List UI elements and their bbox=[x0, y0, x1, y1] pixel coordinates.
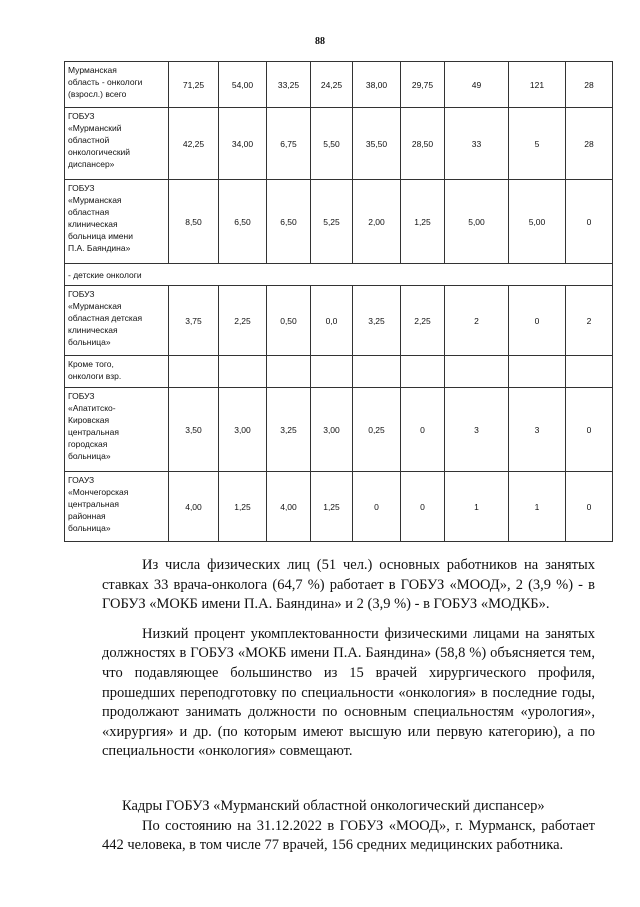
table-row bbox=[65, 356, 613, 388]
value-cell: 3,00 bbox=[311, 388, 353, 472]
organization-line: «Мурманская bbox=[68, 301, 122, 311]
value-cell: 42,25 bbox=[169, 108, 219, 180]
table-body bbox=[65, 62, 613, 542]
value-cell: 1 bbox=[445, 472, 509, 542]
value-cell: 0,25 bbox=[353, 388, 401, 472]
value-cell bbox=[219, 356, 267, 388]
organization-cell bbox=[65, 286, 169, 356]
value-cell bbox=[267, 356, 311, 388]
value-cell: 35,50 bbox=[353, 108, 401, 180]
value-cell bbox=[353, 356, 401, 388]
value-cell: 29,75 bbox=[401, 62, 445, 108]
organization-cell bbox=[65, 62, 169, 108]
value-cell bbox=[566, 356, 613, 388]
value-cell: 0,50 bbox=[267, 286, 311, 356]
organization-line: клиническая bbox=[68, 325, 118, 335]
organization-line: П.А. Баяндина» bbox=[68, 243, 131, 253]
paragraph: Из числа физических лиц (51 чел.) основных работников на занятых ставках 33 врача-онколога (64,7 %) работает в ГОБУЗ «МООД», 2 (3,9 %) - в ГОБУЗ «МОКБ имени П.А. Баяндина» и 2 (3,9 %) - в ГОБУЗ «МОДКБ». bbox=[102, 557, 595, 613]
value-cell: 4,00 bbox=[267, 472, 311, 542]
value-cell bbox=[509, 356, 566, 388]
value-cell: 33 bbox=[445, 108, 509, 180]
value-cell bbox=[445, 356, 509, 388]
value-cell: 0 bbox=[566, 388, 613, 472]
staffing-table bbox=[64, 61, 613, 542]
value-cell: 3 bbox=[445, 388, 509, 472]
table-section-row bbox=[65, 264, 613, 286]
organization-line: областная детская bbox=[68, 313, 143, 323]
organization-line: ГОБУЗ bbox=[68, 183, 95, 193]
value-cell: 5,00 bbox=[445, 180, 509, 264]
value-cell: 1,25 bbox=[401, 180, 445, 264]
value-cell: 28 bbox=[566, 108, 613, 180]
value-cell: 24,25 bbox=[311, 62, 353, 108]
organization-line: центральная bbox=[68, 499, 119, 509]
organization-line: (взросл.) всего bbox=[68, 89, 127, 99]
value-cell: 2 bbox=[445, 286, 509, 356]
value-cell: 2 bbox=[566, 286, 613, 356]
section-heading: Кадры ГОБУЗ «Мурманский областной онкологический диспансер» bbox=[122, 797, 545, 814]
value-cell: 6,75 bbox=[267, 108, 311, 180]
value-cell: 0 bbox=[401, 388, 445, 472]
value-cell: 3 bbox=[509, 388, 566, 472]
table-row bbox=[65, 286, 613, 356]
organization-line: Мурманская bbox=[68, 65, 117, 75]
value-cell: 0 bbox=[566, 180, 613, 264]
organization-line: диспансер» bbox=[68, 159, 115, 169]
organization-line: клиническая bbox=[68, 219, 118, 229]
value-cell: 71,25 bbox=[169, 62, 219, 108]
value-cell: 0 bbox=[566, 472, 613, 542]
value-cell: 121 bbox=[509, 62, 566, 108]
value-cell: 8,50 bbox=[169, 180, 219, 264]
value-cell bbox=[401, 356, 445, 388]
organization-line: «Мончегорская bbox=[68, 487, 129, 497]
organization-line: область - онкологи bbox=[68, 77, 143, 87]
organization-line: больница» bbox=[68, 523, 111, 533]
value-cell: 6,50 bbox=[219, 180, 267, 264]
value-cell: 3,25 bbox=[267, 388, 311, 472]
organization-line: онкологи взр. bbox=[68, 371, 122, 381]
organization-line: «Мурманский bbox=[68, 123, 122, 133]
value-cell bbox=[169, 356, 219, 388]
value-cell: 3,50 bbox=[169, 388, 219, 472]
value-cell: 6,50 bbox=[267, 180, 311, 264]
table-row bbox=[65, 62, 613, 108]
table-row bbox=[65, 180, 613, 264]
value-cell: 28,50 bbox=[401, 108, 445, 180]
value-cell: 5 bbox=[509, 108, 566, 180]
value-cell: 28 bbox=[566, 62, 613, 108]
value-cell: 38,00 bbox=[353, 62, 401, 108]
value-cell: 5,50 bbox=[311, 108, 353, 180]
organization-line: больница» bbox=[68, 337, 111, 347]
organization-line: Кировская bbox=[68, 415, 110, 425]
value-cell: 54,00 bbox=[219, 62, 267, 108]
organization-line: ГОБУЗ bbox=[68, 391, 95, 401]
value-cell: 5,00 bbox=[509, 180, 566, 264]
value-cell: 5,25 bbox=[311, 180, 353, 264]
organization-cell bbox=[65, 356, 169, 388]
organization-cell bbox=[65, 108, 169, 180]
value-cell: 33,25 bbox=[267, 62, 311, 108]
organization-line: ГОАУЗ bbox=[68, 475, 95, 485]
organization-cell bbox=[65, 388, 169, 472]
organization-line: областная bbox=[68, 207, 110, 217]
value-cell: 1 bbox=[509, 472, 566, 542]
organization-cell bbox=[65, 180, 169, 264]
value-cell: 3,00 bbox=[219, 388, 267, 472]
value-cell: 4,00 bbox=[169, 472, 219, 542]
organization-line: Кроме того, bbox=[68, 359, 114, 369]
paragraph: Низкий процент укомплектованности физическими лицами на занятых должностях в ГОБУЗ «МОКБ имени П.А. Баяндина» (58,8 %) объясняется тем, что подавляющее большинство из 15 врачей хирургического профиля, прошедших переподготовку по специальности «онкология» в последние годы, продолжают занимать должности по основным специальностям «урология», «хирургия» и др. (по которым имеют высшую или первую категорию), а по специальности «онкология» совмещают. bbox=[102, 625, 595, 760]
value-cell: 34,00 bbox=[219, 108, 267, 180]
organization-cell bbox=[65, 472, 169, 542]
organization-line: больница» bbox=[68, 451, 111, 461]
value-cell: 2,25 bbox=[401, 286, 445, 356]
value-cell: 3,25 bbox=[353, 286, 401, 356]
table-row bbox=[65, 108, 613, 180]
value-cell: 49 bbox=[445, 62, 509, 108]
paragraph: По состоянию на 31.12.2022 в ГОБУЗ «МООД», г. Мурманск, работает 442 человека, в том числе 77 врачей, 156 средних медицинских работника. bbox=[102, 817, 595, 854]
table-row bbox=[65, 472, 613, 542]
value-cell: 0,0 bbox=[311, 286, 353, 356]
table-row bbox=[65, 388, 613, 472]
value-cell: 0 bbox=[353, 472, 401, 542]
organization-line: «Апатитско- bbox=[68, 403, 116, 413]
organization-line: «Мурманская bbox=[68, 195, 122, 205]
value-cell: 2,25 bbox=[219, 286, 267, 356]
organization-line: онкологический bbox=[68, 147, 131, 157]
value-cell: 0 bbox=[401, 472, 445, 542]
value-cell bbox=[311, 356, 353, 388]
value-cell: 3,75 bbox=[169, 286, 219, 356]
organization-line: ГОБУЗ bbox=[68, 111, 95, 121]
organization-line: городская bbox=[68, 439, 108, 449]
page-number: 88 bbox=[315, 36, 325, 47]
value-cell: 2,00 bbox=[353, 180, 401, 264]
value-cell: 1,25 bbox=[311, 472, 353, 542]
organization-line: центральная bbox=[68, 427, 119, 437]
section-label: - детские онкологи bbox=[65, 264, 613, 286]
organization-line: ГОБУЗ bbox=[68, 289, 95, 299]
organization-line: областной bbox=[68, 135, 110, 145]
value-cell: 1,25 bbox=[219, 472, 267, 542]
organization-line: районная bbox=[68, 511, 106, 521]
body-text bbox=[102, 556, 595, 856]
organization-line: больница имени bbox=[68, 231, 133, 241]
value-cell: 0 bbox=[509, 286, 566, 356]
